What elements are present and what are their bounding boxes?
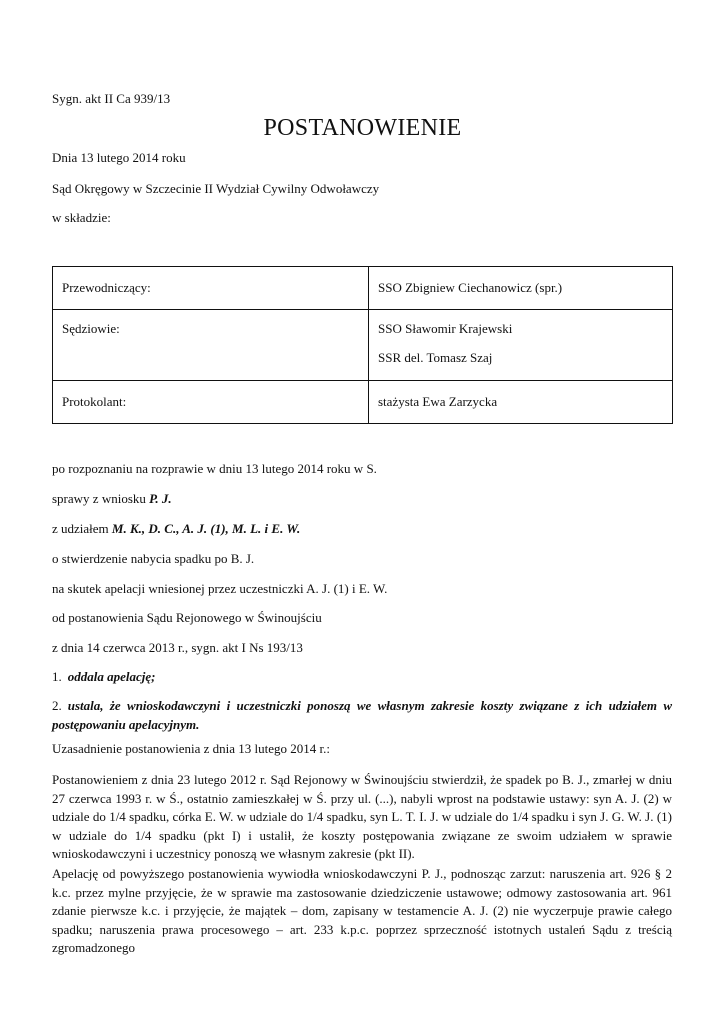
judges-label: Sędziowie: bbox=[62, 321, 120, 336]
judges-value-cell bbox=[369, 310, 673, 381]
ruling-2-text: ustala, że wnioskodawczyni i uczestniczki ponoszą we własnym zakresie koszty związane z ich udziałem w postępowaniu apelacyjnym. bbox=[52, 698, 672, 732]
clerk-label-cell bbox=[53, 381, 369, 424]
case-line-applicant bbox=[52, 491, 172, 507]
participants-prefix: z udziałem bbox=[52, 521, 112, 536]
ruling-2-number: 2. bbox=[52, 698, 62, 713]
judge-2: SSR del. Tomasz Szaj bbox=[378, 350, 493, 365]
justification-paragraph-2: Apelację od powyższego postanowienia wywiodła wnioskodawczyni P. J., podnosząc zarzut: naruszenia art. 926 § 2 k.c. przez mylne przyjęcie, że w sprawie ma zastosowanie dziedziczenie ustawowe; odmowy zastosowania art. 961 zdanie pierwsze k.c. i przyjęcie, że majątek – dom, zapisany w testamencie A. J. (2) nie wyczerpuje prawie całego spadku; naruszenia prawa procesowego – art. 233 k.p.c. poprzez sprzeczność istotnych ustaleń Sądu z treścią zgromadzonego bbox=[52, 866, 672, 955]
applicant-prefix: sprawy z wniosku bbox=[52, 491, 150, 506]
ruling-2 bbox=[52, 697, 672, 734]
case-line-participants bbox=[52, 521, 300, 537]
chair-value-cell bbox=[369, 267, 673, 310]
case-line-hearing: po rozpoznaniu na rozprawie w dniu 13 lutego 2014 roku w S. bbox=[52, 461, 377, 476]
clerk-row bbox=[53, 381, 673, 424]
case-line-subject: o stwierdzenie nabycia spadku po B. J. bbox=[52, 551, 255, 566]
chair-row bbox=[53, 267, 673, 310]
ruling-1-text: oddala apelację; bbox=[67, 669, 156, 684]
justification-heading: Uzasadnienie postanowienia z dnia 13 lutego 2014 r.: bbox=[52, 741, 330, 756]
chair-value: SSO Zbigniew Ciechanowicz (spr.) bbox=[378, 280, 563, 295]
ruling-1-number: 1. bbox=[52, 669, 62, 684]
case-line-lower-court: od postanowienia Sądu Rejonowego w Świnoujściu bbox=[52, 610, 322, 625]
clerk-value: stażysta Ewa Zarzycka bbox=[378, 394, 498, 409]
judges-label-cell bbox=[53, 310, 369, 381]
clerk-label: Protokolant: bbox=[62, 394, 127, 409]
chair-label: Przewodniczący: bbox=[62, 280, 151, 295]
composition-table bbox=[52, 266, 673, 424]
date-line: Dnia 13 lutego 2014 roku bbox=[52, 150, 186, 165]
ruling-1 bbox=[52, 669, 155, 685]
chair-label-cell bbox=[53, 267, 369, 310]
judge-1: SSO Sławomir Krajewski bbox=[378, 321, 513, 336]
case-line-appeal: na skutek apelacji wniesionej przez uczestniczki A. J. (1) i E. W. bbox=[52, 581, 388, 596]
composition-intro: w składzie: bbox=[52, 210, 111, 225]
case-line-lower-court-date: z dnia 14 czerwca 2013 r., sygn. akt I Ns 193/13 bbox=[52, 640, 303, 655]
document-title: POSTANOWIENIE bbox=[263, 115, 462, 141]
judges-row bbox=[53, 310, 673, 381]
clerk-value-cell bbox=[369, 381, 673, 424]
court-line: Sąd Okręgowy w Szczecinie II Wydział Cywilny Odwoławczy bbox=[52, 181, 380, 196]
justification-paragraph-1: Postanowieniem z dnia 23 lutego 2012 r. Sąd Rejonowy w Świnoujściu stwierdził, że spadek po B. J., zmarłej w dniu 27 czerwca 1993 r. w Ś., ostatnio zamieszkałej w Ś. przy ul. (...), nabyli wprost na podstawie ustawy: syn A. J. (2) w udziale do 1/4 spadku, córka E. W. w udziale do 1/4 spadku, syn L. T. I. J. w udziale do 1/4 spadku i syn J. G. W. J. (1) w udziale do 1/4 spadku (pkt I) i ustalił, że koszty postępowania związane ze swoim udziałem w sprawie wnioskodawczyni i uczestnicy ponoszą we własnym zakresie (pkt II). bbox=[52, 772, 672, 861]
participants-names: M. K., D. C., A. J. (1), M. L. i E. W. bbox=[111, 521, 301, 536]
case-signature: Sygn. akt II Ca 939/13 bbox=[52, 91, 171, 106]
applicant-name: P. J. bbox=[149, 491, 172, 506]
